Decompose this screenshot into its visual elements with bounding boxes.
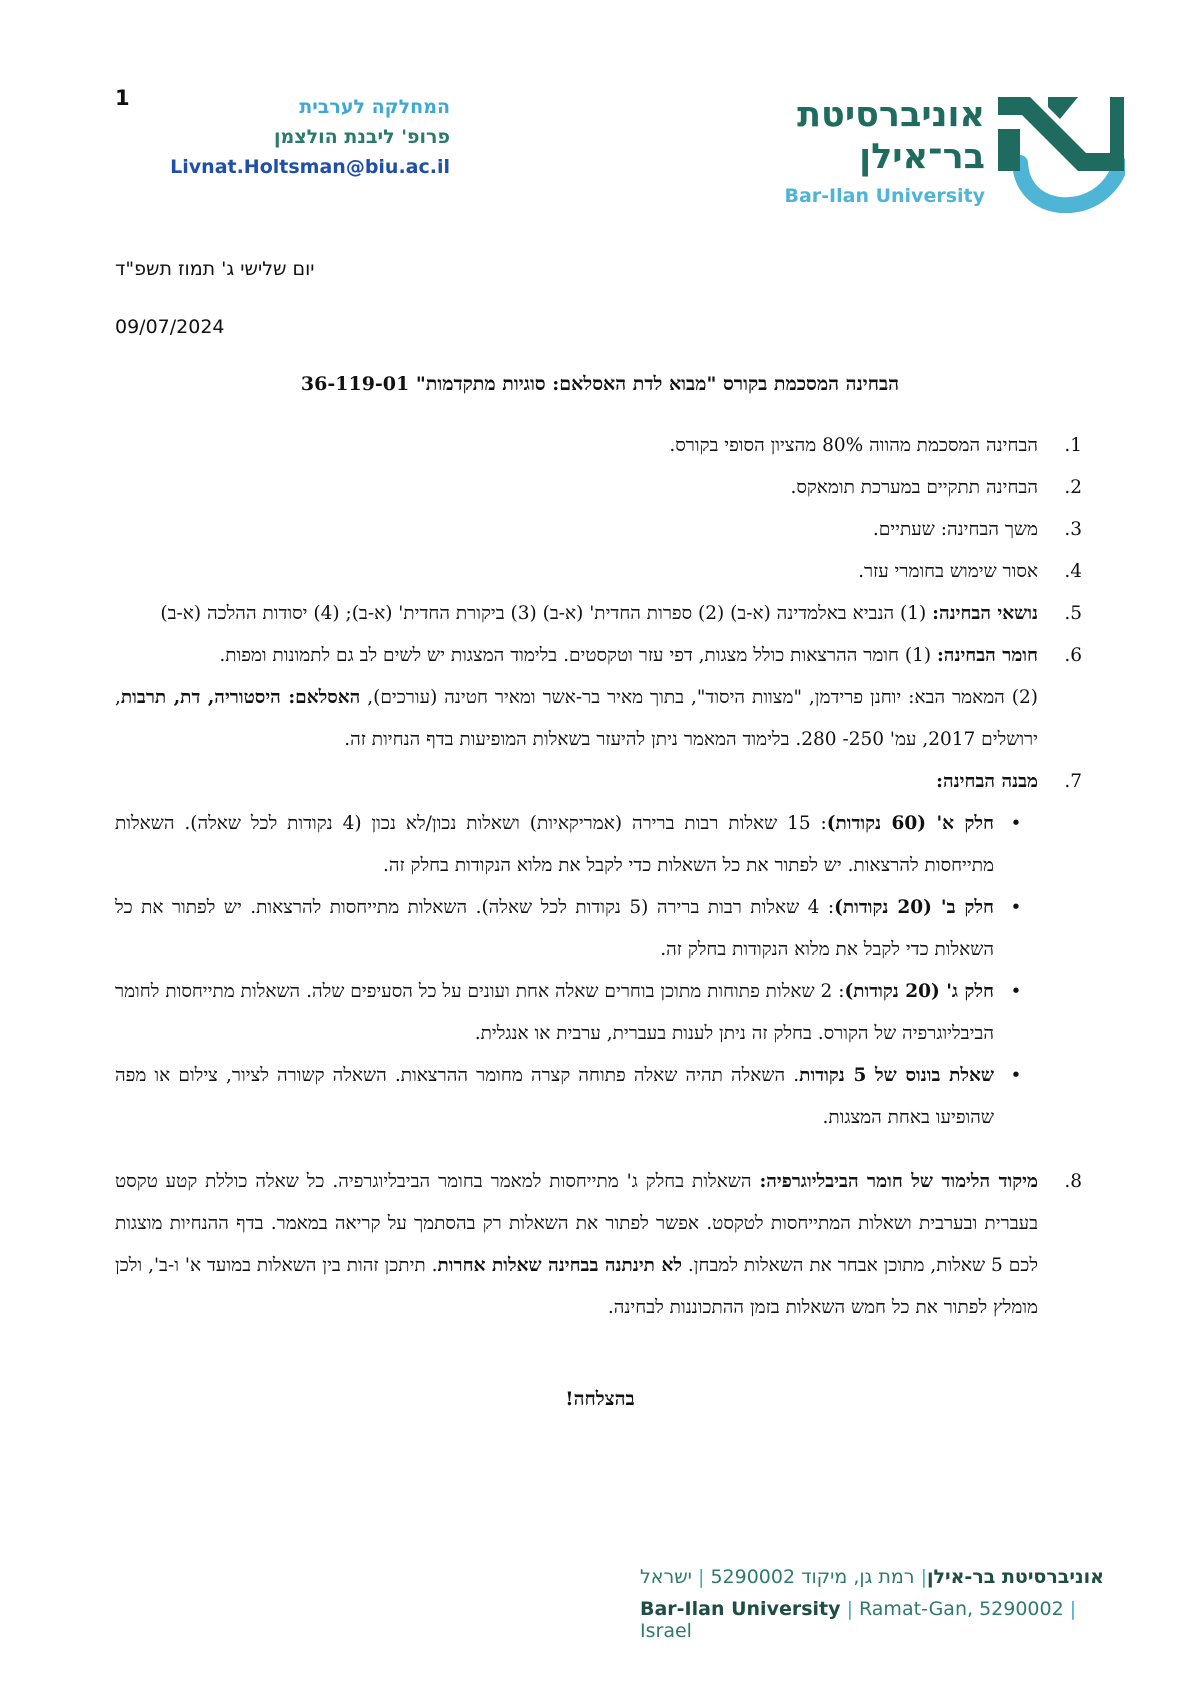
instruction-item bbox=[115, 635, 1082, 761]
item-body: . תיתכן זהות בין השאלות במועד א' ו-ב', ולכן מומלץ לפתור את כל חמש השאלות בזמן ההתכוננות לבחינה. bbox=[115, 1255, 1038, 1318]
item-text bbox=[115, 1161, 1038, 1329]
item-number: 8. bbox=[1064, 1171, 1082, 1192]
page-number: 1 bbox=[115, 86, 130, 110]
bullet-label: חלק ב' (20 נקודות) bbox=[834, 897, 994, 918]
footer-hebrew bbox=[640, 1566, 1105, 1588]
item-number: 3. bbox=[1064, 519, 1082, 540]
exam-structure-list bbox=[115, 803, 1038, 1139]
instruction-item bbox=[115, 761, 1082, 1139]
item-label: מיקוד הלימוד של חומר הביבליוגרפיה: bbox=[759, 1171, 1039, 1192]
professor-name: פרופ' ליבנת הולצמן bbox=[273, 126, 450, 148]
bullet-label: שאלת בונוס של 5 נקודות bbox=[799, 1065, 994, 1086]
bullet-dot-icon: • bbox=[1010, 1065, 1022, 1086]
item-emphasis: לא תינתנה בבחינה שאלות אחרות bbox=[437, 1255, 682, 1276]
footer-country-en: Israel bbox=[640, 1620, 692, 1642]
numeric-date: 09/07/2024 bbox=[115, 316, 225, 338]
item-text bbox=[115, 593, 1038, 635]
item-body: (1) הנביא באלמדינה (א-ב) (2) ספרות החדית' (א-ב) (3) ביקורת החדית' (א-ב); (4) יסודות ההלכה (א-ב) bbox=[160, 603, 933, 624]
instruction-item bbox=[115, 551, 1082, 593]
item-number: 7. bbox=[1064, 771, 1082, 792]
footer-separator: | bbox=[697, 1566, 705, 1588]
item-label: מבנה הבחינה: bbox=[936, 771, 1038, 792]
structure-bullet bbox=[115, 887, 1038, 971]
footer-separator: | bbox=[1069, 1598, 1077, 1620]
article-citation-pre: (2) המאמר הבא: יוחנן פרידמן, "מצוות היסוד", בתוך מאיר בר-אשר ומאיר חטינה (עורכים), bbox=[360, 687, 1039, 708]
item-number: 2. bbox=[1064, 477, 1082, 498]
hebrew-date: יום שלישי ג' תמוז תשפ"ד bbox=[115, 258, 315, 280]
item-body: (1) חומר ההרצאות כולל מצגות, דפי עזר וטקסטים. בלימוד המצגות יש לשים לב גם לתמונות ומפות. bbox=[219, 645, 937, 666]
item-label: חומר הבחינה: bbox=[936, 645, 1038, 666]
footer-english bbox=[640, 1598, 1105, 1642]
item-text: הבחינה המסכמת מהווה 80% מהציון הסופי בקורס. bbox=[669, 435, 1038, 456]
instruction-item bbox=[115, 467, 1082, 509]
item-body: השאלות בחלק ג' מתייחסות למאמר בחומר הביבליוגרפיה. כל שאלה כוללת קטע טקסט בעברית ובערבית ושאלות המתייחסות לטקסט. אפשר לפתור את השאלות רק בהסתמך על קריאה במאמר. בדף ההנחיות מוצגות לכם 5 שאלות, מתוכן אבחר את השאלות למבחן. bbox=[115, 1171, 1039, 1276]
bullet-dot-icon: • bbox=[1010, 897, 1022, 918]
item-paragraph bbox=[115, 677, 1038, 761]
department-name: המחלקה לערבית bbox=[299, 96, 450, 118]
bullet-dot-icon: • bbox=[1010, 813, 1022, 834]
item-number: 1. bbox=[1064, 435, 1082, 456]
item-text: הבחינה תתקיים במערכת תומאקס. bbox=[790, 477, 1038, 498]
instruction-item bbox=[115, 509, 1082, 551]
bullet-label: חלק ג' (20 נקודות) bbox=[844, 981, 994, 1002]
footer-separator: | bbox=[846, 1598, 853, 1620]
footer-address-en: Ramat-Gan, 5290002 bbox=[852, 1598, 1070, 1620]
structure-bullet bbox=[115, 803, 1038, 887]
article-citation-post: , ירושלים 2017, עמ' 250- 280. בלימוד המאמר ניתן להיעזר בשאלות המופיעות בדף הנחיות זה. bbox=[115, 687, 1038, 750]
logo-mark-icon bbox=[990, 85, 1125, 213]
instruction-item bbox=[115, 593, 1082, 635]
bullet-text: : 4 שאלות רבות ברירה (5 נקודות לכל שאלה). השאלות מתייחסות להרצאות. יש לפתור את כל השאלות כדי לקבל את מלוא הנקודות בחלק זה. bbox=[115, 897, 994, 960]
university-logo bbox=[784, 85, 1125, 215]
closing-wish: בהצלחה! bbox=[565, 1388, 635, 1410]
bullet-dot-icon: • bbox=[1010, 981, 1022, 1002]
structure-bullet bbox=[115, 971, 1038, 1055]
item-paragraph bbox=[115, 635, 1038, 677]
instructions-list bbox=[115, 425, 1082, 1329]
item-number: 4. bbox=[1064, 561, 1082, 582]
item-text bbox=[115, 761, 1038, 1139]
structure-bullet bbox=[115, 1055, 1038, 1139]
bullet-text: : 15 שאלות רבות ברירה (אמריקאיות) ושאלות נכון/לא נכון (4 נקודות לכל שאלה). השאלות מתייחסות להרצאות. יש לפתור את כל השאלות כדי לקבל את מלוא הנקודות בחלק זה. bbox=[115, 813, 994, 876]
bullet-text: . השאלה תהיה שאלה פתוחה קצרה מחומר ההרצאות. השאלה קשורה לציור, צילום או מפה שהופיעו באחת המצגות. bbox=[115, 1065, 994, 1128]
bullet-text: : 2 שאלות פתוחות מתוכן בוחרים שאלה אחת ועונים על כל הסעיפים שלה. השאלות מתייחסות לחומר הביבליוגרפיה של הקורס. בחלק זה ניתן לענות בעברית, ערבית או אנגלית. bbox=[115, 981, 994, 1044]
footer-separator: | bbox=[920, 1566, 927, 1588]
professor-email[interactable]: Livnat.Holtsman@biu.ac.il bbox=[170, 156, 450, 178]
instruction-item bbox=[115, 1161, 1082, 1329]
logo-hebrew-line1: אוניברסיטת bbox=[797, 95, 985, 135]
item-text: משך הבחינה: שעתיים. bbox=[872, 519, 1038, 540]
logo-hebrew-line2: בר־אילן bbox=[859, 137, 985, 177]
spacer bbox=[115, 1139, 1082, 1161]
footer-address-he: רמת גן, מיקוד 5290002 bbox=[704, 1566, 921, 1588]
item-number: 6. bbox=[1064, 645, 1082, 666]
book-title: האסלאם: היסטוריה, דת, תרבות bbox=[120, 687, 361, 708]
bullet-label: חלק א' (60 נקודות) bbox=[826, 813, 994, 834]
footer-country-he: ישראל bbox=[640, 1566, 698, 1588]
exam-title: הבחינה המסכמת בקורס "מבוא לדת האסלאם: סוגיות מתקדמות" 36-119-01 bbox=[300, 373, 900, 395]
footer-university-he: אוניברסיטת בר-אילן bbox=[926, 1566, 1104, 1588]
instruction-item bbox=[115, 425, 1082, 467]
item-text: אסור שימוש בחומרי עזר. bbox=[858, 561, 1038, 582]
item-label: נושאי הבחינה: bbox=[932, 603, 1038, 624]
sender-block bbox=[160, 92, 450, 182]
logo-english: Bar-Ilan University bbox=[784, 185, 985, 207]
item-number: 5. bbox=[1064, 603, 1082, 624]
item-text bbox=[115, 635, 1038, 761]
footer-university-en: Bar-Ilan University bbox=[640, 1598, 841, 1620]
